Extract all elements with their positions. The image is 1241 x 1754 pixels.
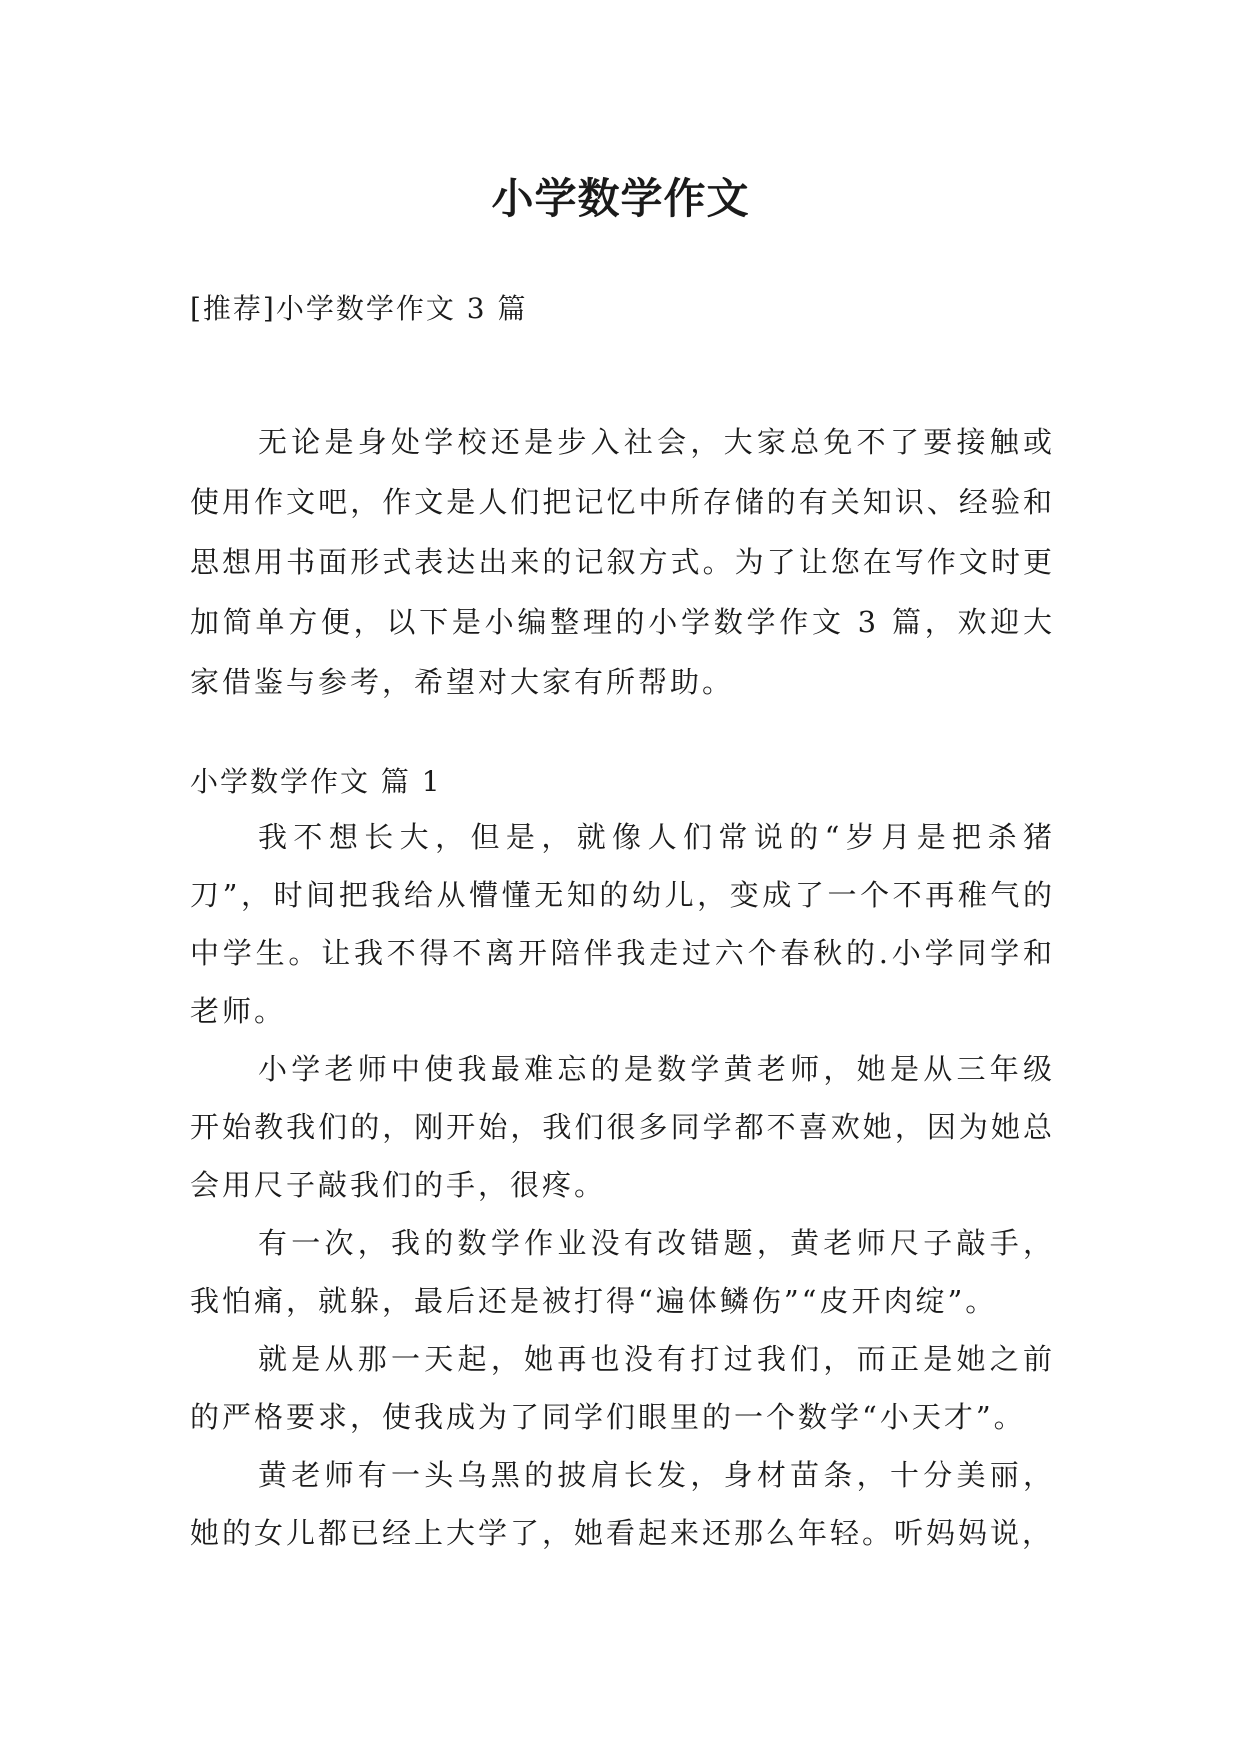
document-subtitle: [推荐]小学数学作文 3 篇 <box>190 292 528 325</box>
body-paragraph: 就是从那一天起，她再也没有打过我们，而正是她之前的严格要求，使我成为了同学们眼里的一个数学“小天才”。 <box>190 1342 1055 1434</box>
body-paragraph: 有一次，我的数学作业没有改错题，黄老师尺子敲手，我怕痛，就躲，最后还是被打得“遍体鳞伤”“皮开肉绽”。 <box>190 1226 1055 1318</box>
essay-body <box>190 808 1055 1562</box>
body-paragraph: 我不想长大，但是，就像人们常说的“岁月是把杀猪刀”，时间把我给从懵懂无知的幼儿，变成了一个不再稚气的中学生。让我不得不离开陪伴我走过六个春秋的.小学同学和老师。 <box>190 820 1055 1028</box>
intro-paragraph: 无论是身处学校还是步入社会，大家总免不了要接触或使用作文吧，作文是人们把记忆中所存储的有关知识、经验和思想用书面形式表达出来的记叙方式。为了让您在写作文时更加简单方便，以下是小编整理的小学数学作文 3 篇，欢迎大家借鉴与参考，希望对大家有所帮助。 <box>190 425 1055 699</box>
body-paragraph: 小学老师中使我最难忘的是数学黄老师，她是从三年级开始教我们的，刚开始，我们很多同学都不喜欢她，因为她总会用尺子敲我们的手，很疼。 <box>190 1052 1055 1202</box>
document-title: 小学数学作文 <box>491 174 750 224</box>
body-paragraph: 黄老师有一头乌黑的披肩长发，身材苗条，十分美丽，她的女儿都已经上大学了，她看起来还那么年轻。听妈妈说， <box>190 1458 1055 1550</box>
section-heading: 小学数学作文 篇 1 <box>190 765 442 798</box>
